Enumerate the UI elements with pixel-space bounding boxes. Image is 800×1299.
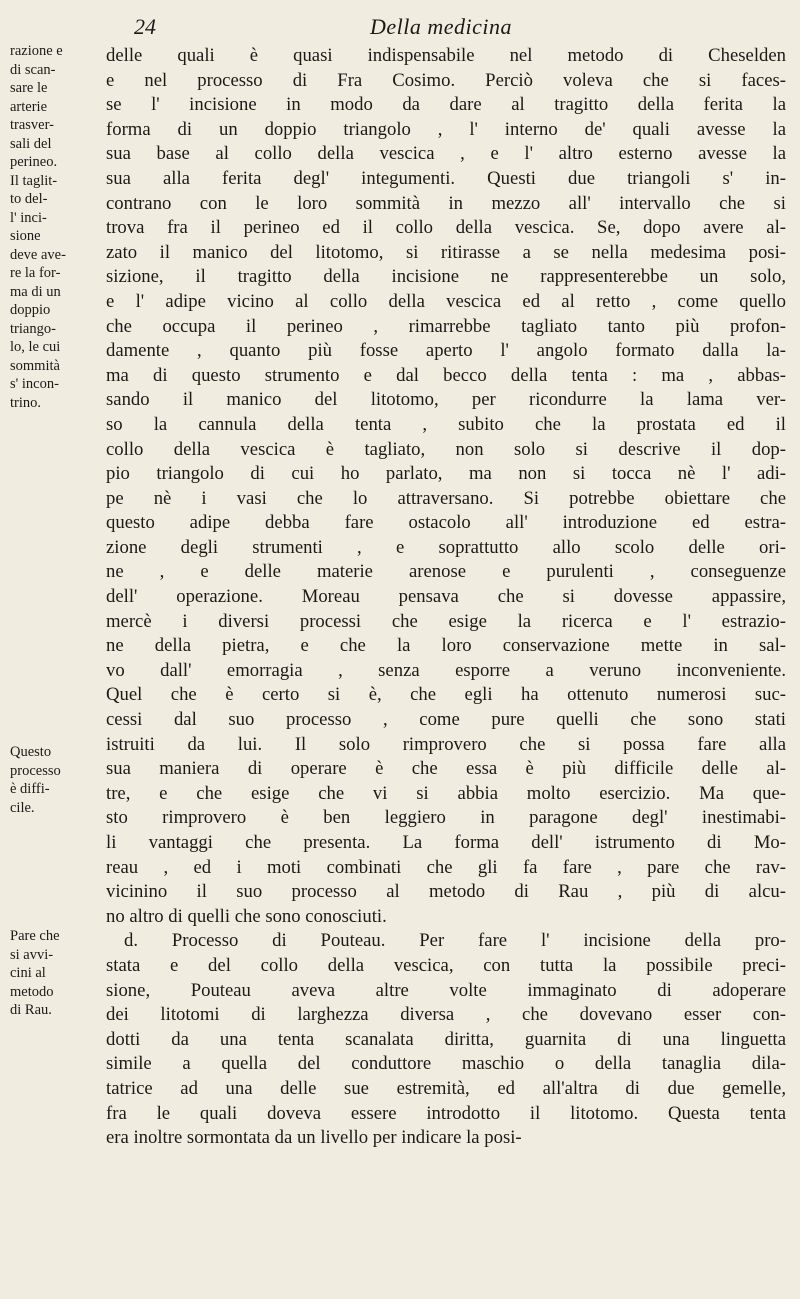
- text-line: se l' incisione in modo da dare al tragitto della ferita la: [106, 94, 786, 116]
- margin-note-line: s' incon-: [10, 376, 59, 392]
- running-title: Della medicina: [370, 14, 513, 39]
- text-line: collo della vescica è tagliato, non solo si descrive il dop-: [106, 438, 786, 460]
- text-line: simile a quella del conduttore maschio o della tanaglia dila-: [106, 1053, 786, 1075]
- margin-note-line: Questo: [10, 744, 52, 760]
- text-line: istruiti da lui. Il solo rimprovero che si possa fare alla: [106, 733, 786, 755]
- text-line: reau , ed i moti combinati che gli fa fare , pare che rav-: [106, 856, 786, 878]
- text-line: tre, e che esige che vi si abbia molto esercizio. Ma que-: [106, 782, 786, 804]
- text-line: ma di questo strumento e dal becco della tenta : ma , abbas-: [106, 364, 786, 386]
- margin-note-line: metodo: [10, 983, 54, 1000]
- margin-note-line: è diffi-: [10, 781, 50, 797]
- text-line: cessi dal suo processo , come pure quelli che sono stati: [106, 709, 786, 731]
- margin-note-line: trino.: [10, 394, 42, 411]
- text-line: ne della pietra, e che la loro conservazione mette in sal-: [106, 635, 786, 657]
- text-line: dei litotomi di larghezza diversa , che dovevano esser con-: [106, 1004, 786, 1026]
- text-line: questo adipe debba fare ostacolo all' introduzione ed estra-: [106, 512, 786, 534]
- margin-note-line: perineo.: [10, 154, 58, 170]
- margin-note-line: si avvi-: [10, 946, 54, 963]
- margin-note-line: deve ave-: [10, 246, 66, 263]
- text-line: sua maniera di operare è che essa è più difficile delle al-: [106, 758, 786, 780]
- text-line: stata e del collo della vescica, con tutta la possibile preci-: [106, 954, 786, 976]
- text-line: che occupa il perineo , rimarrebbe tagliato tanto più profon-: [106, 315, 786, 337]
- margin-note-line: triango-: [10, 320, 56, 337]
- text-line: vicinino il suo processo al metodo di Rau , più di alcu-: [106, 881, 786, 903]
- text-line: dell' operazione. Moreau pensava che si dovesse appassire,: [106, 586, 786, 608]
- margin-note-line: re la for-: [10, 265, 61, 281]
- text-line: sione, Pouteau aveva altre volte immaginato di adoperare: [106, 979, 786, 1001]
- margin-note-line: razione e: [10, 43, 63, 59]
- margin-note-line: Pare che: [10, 928, 60, 944]
- text-line: li vantaggi che presenta. La forma dell' istrumento di Mo-: [106, 832, 786, 853]
- margin-note-rau-method: [10, 927, 100, 1020]
- page-header: [0, 14, 800, 44]
- margin-note-line: di scan-: [10, 61, 56, 78]
- margin-note-incision: [10, 42, 100, 412]
- margin-note-difficult: [10, 743, 100, 817]
- body-text: [106, 44, 786, 1151]
- text-line: pe nè i vasi che lo attraversano. Si potrebbe obiettare che: [106, 487, 786, 509]
- text-line: d. Processo di Pouteau. Per fare l' incisione della pro-: [124, 930, 786, 952]
- text-line: e nel processo di Fra Cosimo. Perciò voleva che si faces-: [106, 69, 786, 91]
- margin-note-line: trasver-: [10, 117, 54, 133]
- text-line: Quel che è certo si è, che egli ha ottenuto numerosi suc-: [106, 684, 786, 706]
- margin-note-line: sione: [10, 228, 41, 244]
- text-line: vo dall' emorragia , senza esporre a veruno inconveniente.: [106, 659, 786, 681]
- margin-note-line: lo, le cui: [10, 339, 61, 355]
- margin-note-line: cile.: [10, 799, 35, 816]
- margin-note-line: arterie: [10, 98, 48, 115]
- text-line: sizione, il tragitto della incisione ne rappresenterebbe un solo,: [106, 266, 786, 288]
- text-line: delle quali è quasi indispensabile nel metodo di Cheselden: [106, 45, 786, 66]
- text-line: forma di un doppio triangolo , l' interno de' quali avesse la: [106, 118, 786, 140]
- margin-note-line: to del-: [10, 191, 48, 207]
- text-line: pio triangolo di cui ho parlato, ma non si tocca nè l' adi-: [106, 463, 786, 485]
- text-line: sto rimprovero è ben leggiero in paragone degl' inestimabi-: [106, 807, 786, 829]
- text-line: tatrice ad una delle sue estremità, ed all'altra di due gemelle,: [106, 1077, 786, 1099]
- text-line: ne , e delle materie arenose e purulenti , conseguenze: [106, 561, 786, 583]
- text-line: mercè i diversi processi che esige la ricerca e l' estrazio-: [106, 610, 786, 632]
- text-line: so la cannula della tenta , subito che la prostata ed il: [106, 413, 786, 435]
- margin-note-line: Il taglit-: [10, 172, 58, 189]
- margin-note-line: sali del: [10, 135, 52, 152]
- text-line: era inoltre sormontata da un livello per indicare la posi-: [106, 1127, 522, 1149]
- text-line: contrano con le loro sommità in mezzo all' intervallo che si: [106, 192, 786, 214]
- margin-note-line: ma di un: [10, 283, 61, 300]
- text-line: e l' adipe vicino al collo della vescica ed al retto , come quello: [106, 290, 786, 312]
- margin-note-line: sommità: [10, 357, 60, 374]
- text-line: fra le quali doveva essere introdotto il litotomo. Questa tenta: [106, 1102, 786, 1124]
- text-line: sando il manico del litotomo, per ricondurre la lama ver-: [106, 389, 786, 411]
- text-line: damente , quanto più fosse aperto l' angolo formato dalla la-: [106, 340, 786, 362]
- margin-note-line: cini al: [10, 965, 46, 981]
- margin-note-line: di Rau.: [10, 1002, 52, 1018]
- text-line: dotti da una tenta scanalata diritta, guarnita di una linguetta: [106, 1028, 786, 1050]
- text-line: sua alla ferita degl' integumenti. Questi due triangoli s' in-: [106, 167, 786, 189]
- text-line: zione degli strumenti , e soprattutto allo scolo delle ori-: [106, 536, 786, 558]
- margin-note-line: sare le: [10, 80, 48, 96]
- text-line: sua base al collo della vescica , e l' altro esterno avesse la: [106, 143, 786, 165]
- margin-note-line: processo: [10, 762, 61, 779]
- page-number: 24: [134, 14, 156, 39]
- margin-note-line: l' inci-: [10, 209, 47, 226]
- margin-note-line: doppio: [10, 302, 51, 318]
- text-line: no altro di quelli che sono conosciuti.: [106, 905, 387, 927]
- text-line: trova fra il perineo ed il collo della vescica. Se, dopo avere al-: [106, 217, 786, 239]
- text-line: zato il manico del litotomo, si ritirasse a se nella medesima posi-: [106, 241, 786, 263]
